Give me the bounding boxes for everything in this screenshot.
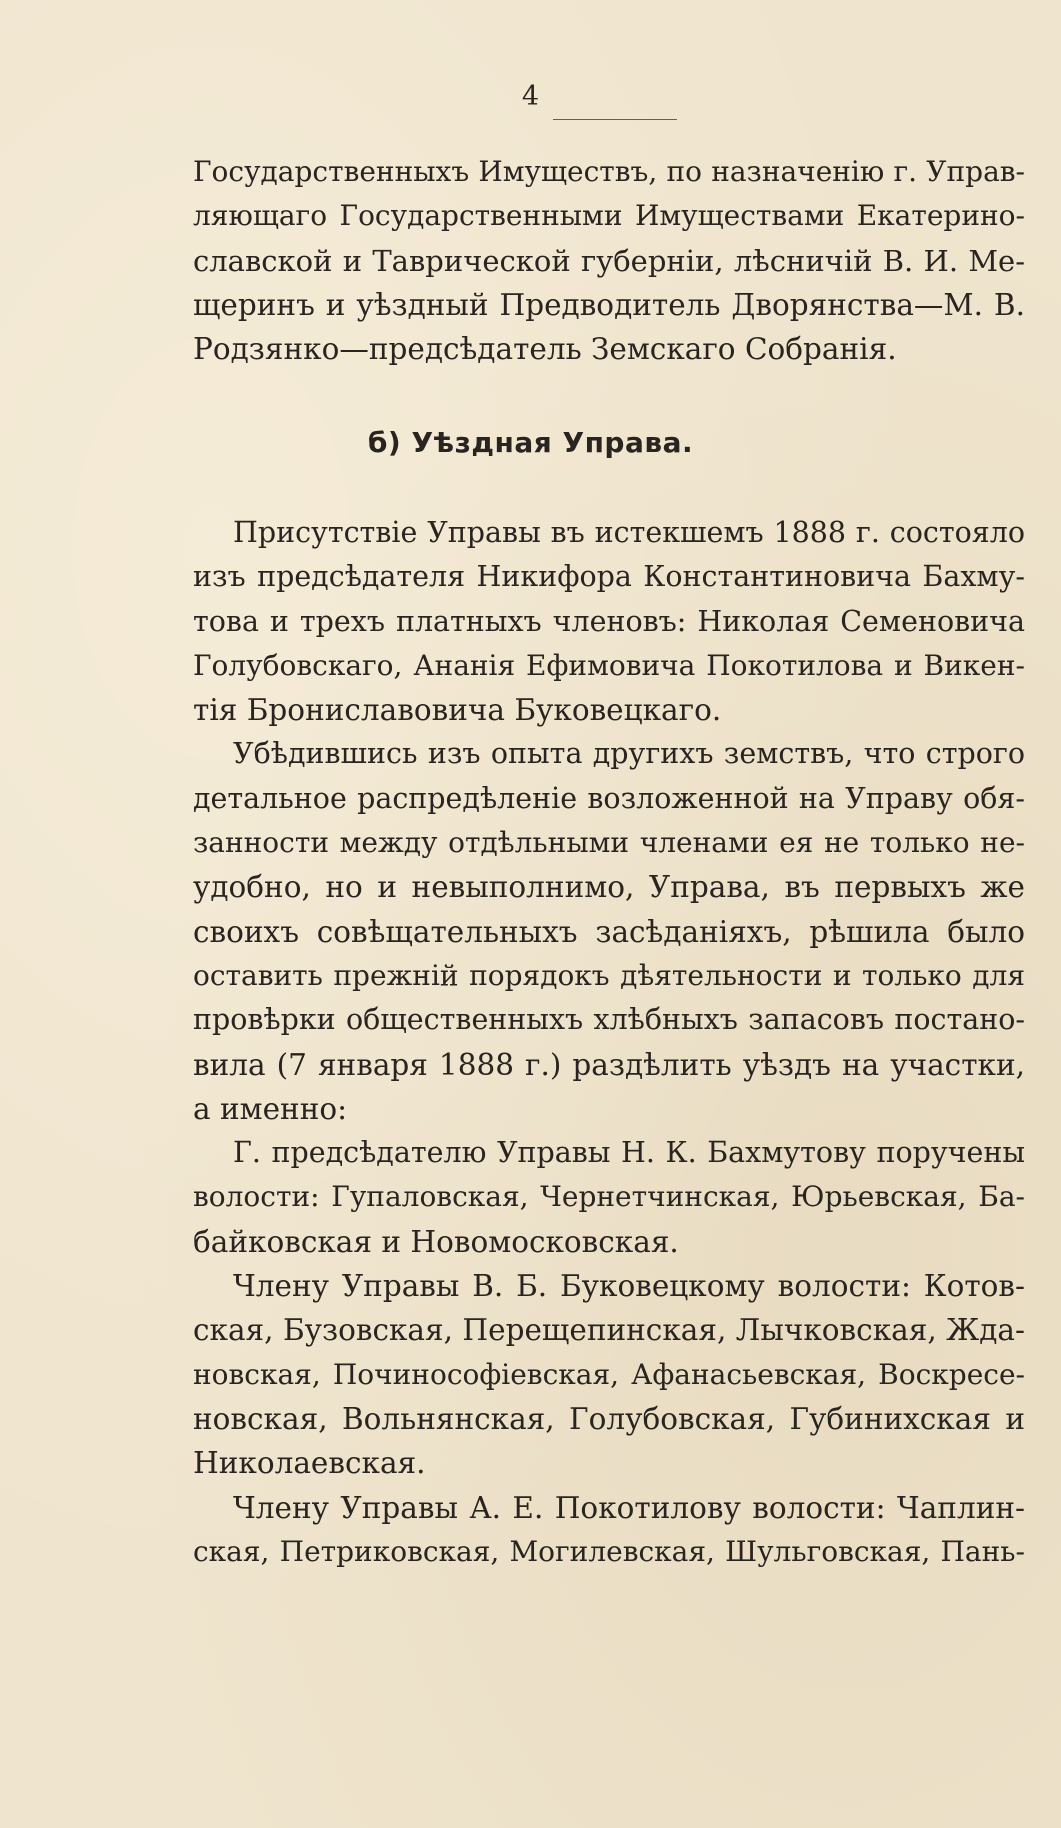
section-heading: б) Уѣздная Управа.: [367, 426, 694, 459]
text-line: Члену Управы В. Б. Буковецкому волости: Котов-: [233, 1269, 1025, 1304]
text-line: славской и Таврической губерніи, лѣсничій В. И. Ме-: [193, 243, 1025, 278]
text-line: а именно:: [193, 1091, 348, 1126]
text-line: ская, Бузовская, Перещепинская, Лычковская, Жда-: [193, 1313, 1025, 1348]
text-line: изъ предсѣдателя Никифора Константиновича Бахму-: [193, 560, 1025, 594]
text-line: Убѣдившись изъ опыта другихъ земствъ, что строго: [233, 737, 1025, 771]
page-number: 4: [521, 81, 540, 112]
body-text: [193, 511, 1025, 1574]
page-number-rule: [553, 119, 677, 120]
text-line: Голубовскаго, Ананія Ефимовича Покотилова и Викен-: [193, 648, 1025, 682]
text-line: Г. предсѣдателю Управы Н. К. Бахмутову поручены: [233, 1136, 1025, 1170]
text-line: Присутствіе Управы въ истекшемъ 1888 г. состояло: [233, 516, 1025, 549]
text-line: удобно, но и невыполнимо, Управа, въ первыхъ же: [193, 870, 1025, 905]
text-line: вила (7 января 1888 г.) раздѣлить уѣздъ на участки,: [193, 1047, 1025, 1082]
text-line: тія Брониславовича Буковецкаго.: [193, 693, 722, 728]
text-line: провѣрки общественныхъ хлѣбныхъ запасовъ постано-: [193, 1003, 1025, 1037]
text-line: детальное распредѣленіе возложенной на Управу обя-: [193, 781, 1025, 815]
text-line: Родзянко—предсѣдатель Земскаго Собранія.: [193, 332, 897, 367]
text-line: волости: Гупаловская, Чернетчинская, Юрьевская, Ба-: [193, 1180, 1025, 1214]
text-line: байковская и Новомосковская.: [193, 1224, 679, 1259]
text-line: новская, Починософіевская, Афанасьевская, Воскресе-: [193, 1357, 1025, 1391]
text-line: занности между отдѣльными членами ея не только не-: [193, 826, 1025, 860]
text-line: оставить прежній порядокъ дѣятельности и только для: [193, 958, 1025, 992]
text-line: новская, Вольнянская, Голубовская, Губинихская и: [193, 1401, 1025, 1436]
text-line: щеринъ и уѣздный Предводитель Дворянства—М. В.: [193, 287, 1025, 322]
text-line: това и трехъ платныхъ членовъ: Николая Семеновича: [193, 604, 1025, 638]
text-line: ляющаго Государственными Имуществами Екатерино-: [193, 199, 1025, 233]
text-line: своихъ совѣщательныхъ засѣданіяхъ, рѣшила было: [193, 914, 1025, 949]
intro-paragraph: [193, 150, 1025, 371]
text-line: Члену Управы А. Е. Покотилову волости: Чаплин-: [233, 1490, 1025, 1525]
text-line: Государственныхъ Имуществъ, по назначенію г. Управ-: [193, 155, 1025, 188]
text-line: ская, Петриковская, Могилевская, Шульговская, Пань-: [193, 1534, 1025, 1568]
text-line: Николаевская.: [193, 1446, 426, 1481]
